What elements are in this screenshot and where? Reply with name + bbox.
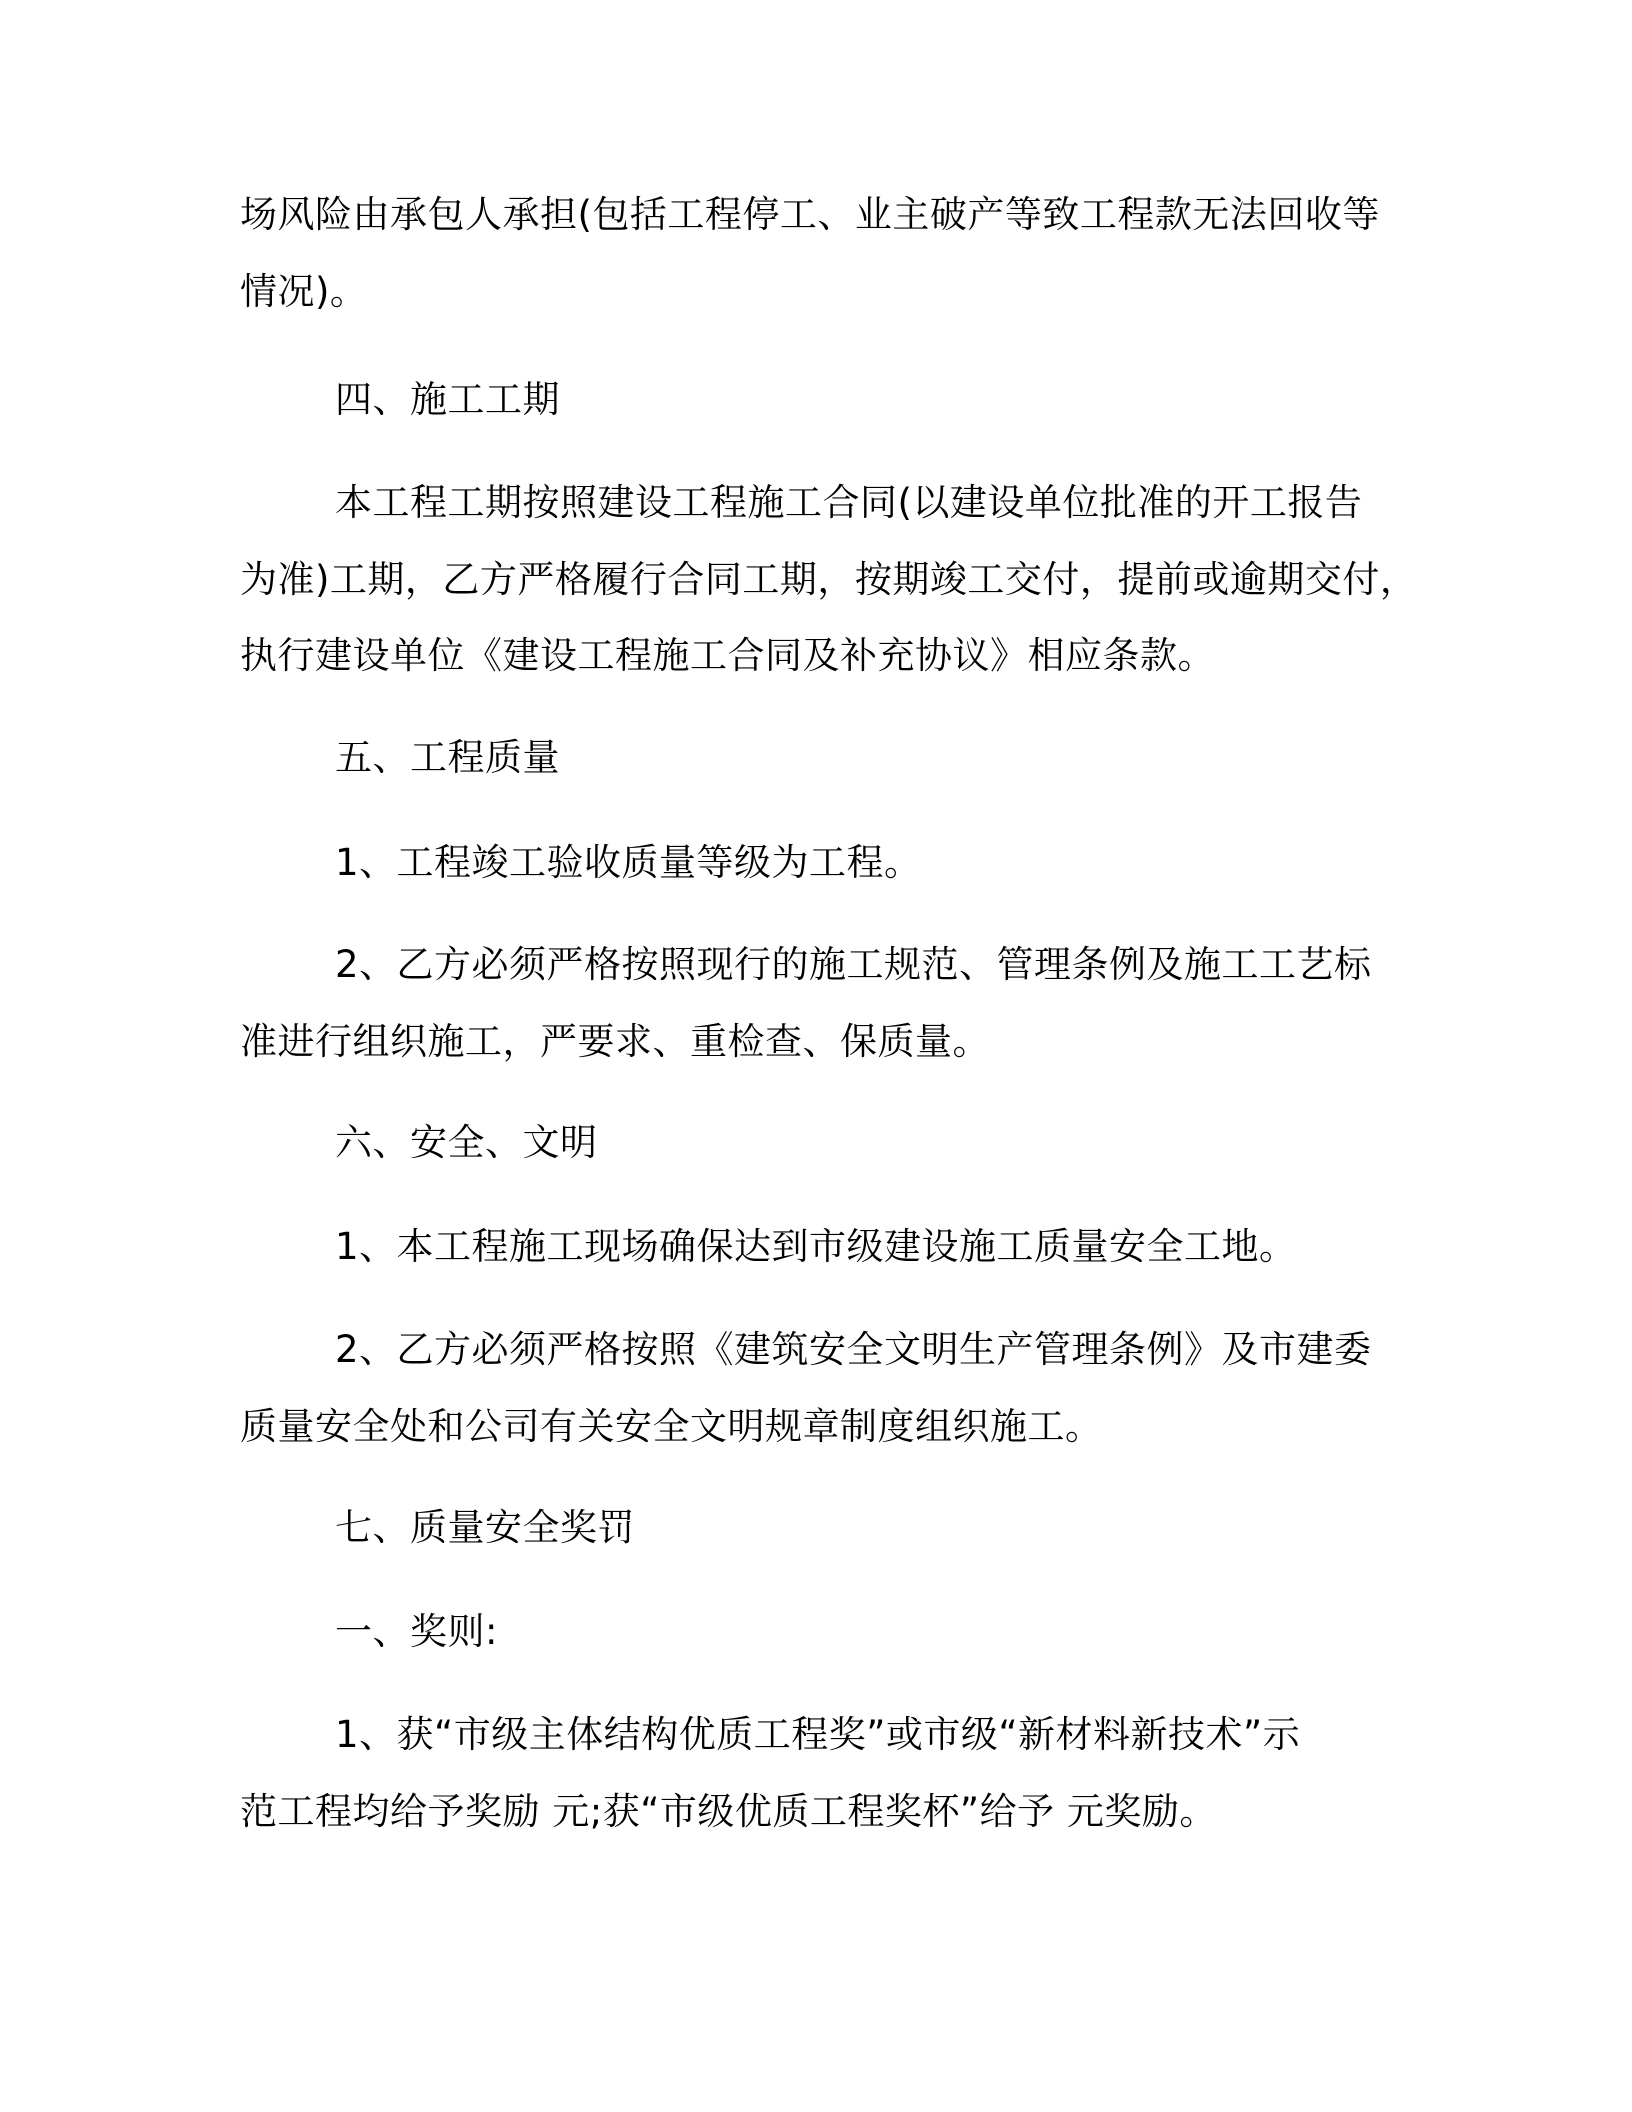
list-item: 1、获“市级主体结构优质工程奖”或市级“新材料新技术”示 — [335, 1713, 1301, 1756]
paragraph-line: 为准)工期，乙方严格履行合同工期，按期竣工交付，提前或逾期交付， — [240, 558, 1418, 601]
list-item: 1、工程竣工验收质量等级为工程。 — [335, 841, 922, 884]
section-heading: 五、工程质量 — [335, 736, 560, 779]
paragraph-line: 场风险由承包人承担(包括工程停工、业主破产等致工程款无法回收等 — [240, 193, 1380, 236]
paragraph-line: 范工程均给予奖励 元;获“市级优质工程奖杯”给予 元奖励。 — [240, 1790, 1217, 1833]
sub-heading: 一、奖则: — [335, 1610, 498, 1653]
list-item: 1、本工程施工现场确保达到市级建设施工质量安全工地。 — [335, 1225, 1297, 1268]
paragraph-line: 准进行组织施工，严要求、重检查、保质量。 — [240, 1020, 990, 1063]
section-heading: 六、安全、文明 — [335, 1121, 598, 1164]
section-heading: 七、质量安全奖罚 — [335, 1506, 635, 1549]
paragraph-line: 质量安全处和公司有关安全文明规章制度组织施工。 — [240, 1405, 1103, 1448]
paragraph-line: 执行建设单位《建设工程施工合同及补充协议》相应条款。 — [240, 634, 1215, 677]
list-item: 2、乙方必须严格按照《建筑安全文明生产管理条例》及市建委 — [335, 1328, 1372, 1371]
section-heading: 四、施工工期 — [335, 378, 560, 421]
paragraph-line: 情况)。 — [240, 270, 368, 313]
list-item: 2、乙方必须严格按照现行的施工规范、管理条例及施工工艺标 — [335, 943, 1372, 986]
paragraph-line: 本工程工期按照建设工程施工合同(以建设单位批准的开工报告 — [335, 481, 1363, 524]
